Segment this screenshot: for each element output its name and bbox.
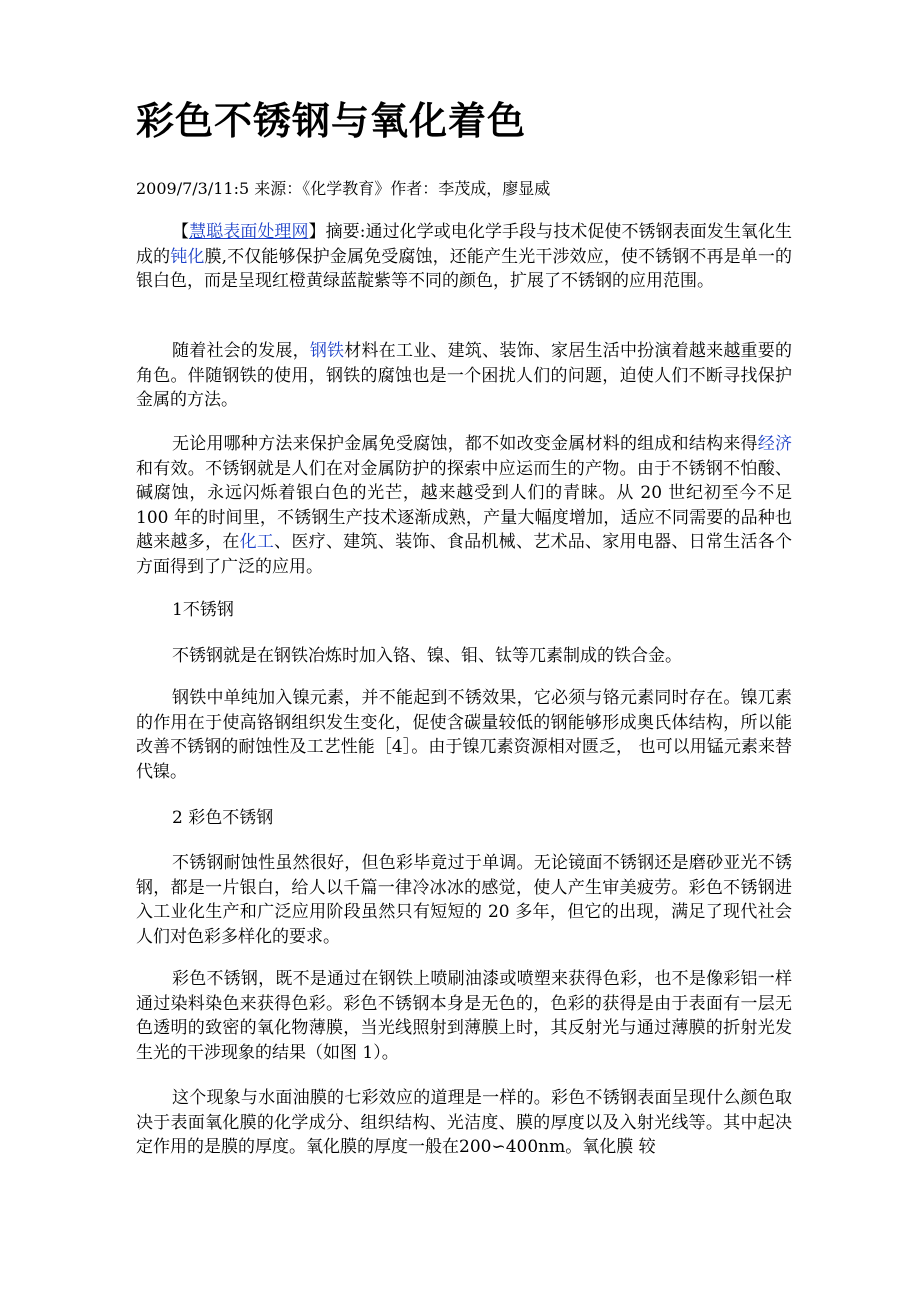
paragraph-8: 这个现象与水面油膜的七彩效应的道理是一样的。彩色不锈钢表面呈现什么颜色取决于表面氧化膜的化学成分、组织结构、光洁度、膜的厚度以及入射光线等。其中起决定作用的是膜的厚度。氧化膜的厚度一般在200∽400nm。氧化膜 较 (136, 1088, 792, 1157)
p2-text-end: 材料在工业、建筑、装饰、家居生活中扮演着越来越重要的角色。伴随钢铁的使用，钢铁的腐蚀也是一个困扰人们的问题，迫使人们不断寻找保护金属的方法。 (136, 341, 793, 410)
p3-text-mid: 和有效。不锈钢就是人们在对金属防护的探索中应运而生的产物。由于不锈钢不怕酸、碱腐蚀，永远闪烁着银白色的光芒，越来越受到人们的青睐。从 20 世纪初至今不足 100 年的时间里，不锈钢生产技术逐渐成熟，产量大幅度增加，适应不同需要的品种也越来越多，在 (136, 458, 792, 552)
paragraph-4: 不锈钢就是在钢铁冶炼时加入铬、镍、钼、钛等兀素制成的铁合金。 (172, 646, 682, 666)
passivation-link[interactable]: 钝化 (170, 246, 205, 267)
article-meta: 2009/7/3/11:5 来源：《化学教育》作者：李茂成，廖显威 (136, 179, 551, 198)
page-title: 彩色不锈钢与氧化着色 (136, 99, 527, 143)
paragraph-7: 彩色不锈钢，既不是通过在钢铁上喷刷油漆或喷塑来获得色彩，也不是像彩铝一样通过染料染色来获得色彩。彩色不锈钢本身是无色的，色彩的获得是由于表面有一层无色透明的致密的氧化物薄膜，当光线照射到薄膜上时，其反射光与通过薄膜的折射光发生光的干涉现象的结果（如图 1）。 (136, 969, 792, 1063)
bracket-open: 【 (172, 222, 190, 242)
source-link[interactable]: 慧聪表面处理网 (189, 222, 309, 242)
section-heading-2: 2 彩色不锈钢 (172, 808, 274, 828)
paragraph-6: 不锈钢耐蚀性虽然很好，但色彩毕竟过于单调。无论镜面不锈钢还是磨砂亚光不锈钢，都是一片银白，给人以千篇一律冷冰冰的感觉，使人产生审美疲劳。彩色不锈钢进入工业化生产和广泛应用阶段虽然只有短短的 20 多年，但它的出现，满足了现代社会人们对色彩多样化的要求。 (136, 853, 792, 947)
paragraph-5: 钢铁中单纯加入镍元素，并不能起到不锈效果，它必须与铬元素同时存在。镍兀素的作用在于使高铬钢组织发生变化，促使含碳量较低的钢能够形成奥氏体结构，所以能改善不锈钢的耐蚀性及工艺性能［4］。由于镍兀素资源相对匮乏， 也可以用锰元素来替代镍。 (136, 688, 792, 782)
paragraph-3 (136, 432, 792, 579)
chemical-link[interactable]: 化工 (239, 532, 275, 552)
p3-text: 无论用哪种方法来保护金属免受腐蚀，都不如改变金属材料的组成和结构来得 (172, 434, 758, 454)
steel-link[interactable]: 钢铁 (309, 341, 345, 361)
p3-text-end: 、医疗、建筑、装饰、食品机械、艺术品、家用电器、日常生活各个方面得到了广泛的应用。 (136, 532, 793, 577)
economy-link[interactable]: 经济 (757, 434, 793, 454)
abstract-text: 】摘要:通过化学或电化学手段与技术促使不锈钢表面发生氧化生成的 (136, 222, 793, 267)
paragraph-2 (136, 339, 792, 413)
paragraph-abstract (136, 220, 792, 294)
section-heading-1: 1不锈钢 (172, 600, 234, 620)
p2-text: 随着社会的发展， (172, 341, 310, 361)
abstract-text-end: 膜,不仅能够保护金属免受腐蚀，还能产生光干涉效应，使不锈钢不再是单一的银白色，而是呈现红橙黄绿蓝靛紫等不同的颜色，扩展了不锈钢的应用范围。 (136, 246, 793, 291)
